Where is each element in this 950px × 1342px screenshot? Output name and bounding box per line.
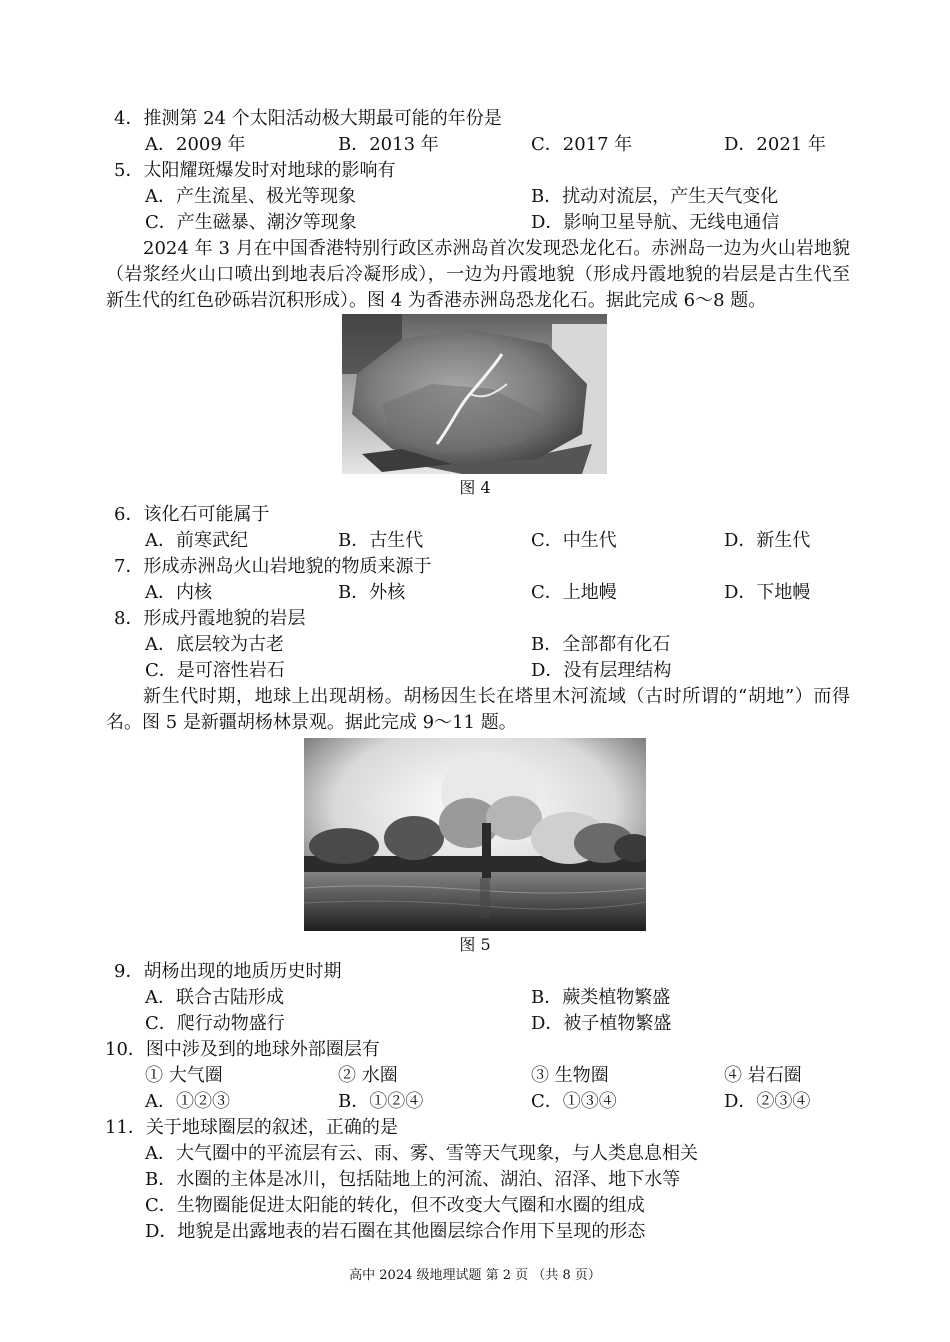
q10-item-3: ③ 生物圈 — [531, 1065, 609, 1086]
q11-option-a: A．大气圈中的平流层有云、雨、雾、雪等天气现象，与人类息息相关 — [145, 1143, 698, 1164]
q9-option-c: C．爬行动物盛行 — [145, 1013, 285, 1034]
fig4-dinosaur-fossil-photo — [342, 314, 607, 474]
q11-option-d: D．地貌是出露地表的岩石圈在其他圈层综合作用下呈现的形态 — [145, 1221, 646, 1242]
q6-option-d: D．新生代 — [724, 530, 811, 551]
q6-option-a: A．前寒武纪 — [145, 530, 248, 551]
q4-option-d: D．2021 年 — [724, 134, 826, 155]
q10-option-b: B．①②④ — [338, 1091, 424, 1112]
q6-option-c: C．中生代 — [531, 530, 617, 551]
q10-option-a: A．①②③ — [145, 1091, 230, 1112]
q10-option-d: D．②③④ — [724, 1091, 811, 1112]
q11-option-b: B．水圈的主体是冰川，包括陆地上的河流、湖泊、沼泽、地下水等 — [145, 1169, 681, 1190]
q4-option-b: B．2013 年 — [338, 134, 439, 155]
q4-stem: 4．推测第 24 个太阳活动极大期最可能的年份是 — [114, 108, 502, 129]
q8-option-d: D．没有层理结构 — [531, 660, 672, 681]
q10-item-2: ② 水圈 — [338, 1065, 398, 1086]
q8-option-c: C．是可溶性岩石 — [145, 660, 285, 681]
q7-option-c: C．上地幔 — [531, 582, 617, 603]
passage-chizhou-island: 2024 年 3 月在中国香港特别行政区赤洲岛首次发现恐龙化石。赤洲岛一边为火山岩地貌（岩浆经火山口喷出到地表后冷凝形成），一边为丹霞地貌（形成丹霞地貌的岩层是古生代至新生代的红色砂砾岩沉积形成）。图 4 为香港赤洲岛恐龙化石。据此完成 6～8 题。 — [106, 238, 850, 311]
passage-populus-euphratica: 新生代时期，地球上出现胡杨。胡杨因生长在塔里木河流域（古时所谓的“胡地”）而得名。图 5 是新疆胡杨林景观。据此完成 9～11 题。 — [106, 686, 850, 733]
q10-item-1: ① 大气圈 — [145, 1065, 223, 1086]
q8-option-a: A．底层较为古老 — [145, 634, 284, 655]
q7-option-a: A．内核 — [145, 582, 212, 603]
fig5-populus-forest-photo — [304, 738, 646, 931]
page-footer: 高中 2024 级地理试题 第 2 页 （共 8 页） — [349, 1268, 601, 1283]
q5-stem: 5．太阳耀斑爆发时对地球的影响有 — [114, 160, 396, 181]
q11-stem: 11．关于地球圈层的叙述，正确的是 — [105, 1117, 398, 1138]
q9-option-d: D．被子植物繁盛 — [531, 1013, 672, 1034]
q8-option-b: B．全部都有化石 — [531, 634, 671, 655]
q9-stem: 9．胡杨出现的地质历史时期 — [114, 961, 342, 982]
q6-option-b: B．古生代 — [338, 530, 424, 551]
fig5-caption: 图 5 — [459, 935, 491, 954]
q9-option-b: B．蕨类植物繁盛 — [531, 987, 671, 1008]
q10-item-4: ④ 岩石圈 — [724, 1065, 802, 1086]
q10-option-c: C．①③④ — [531, 1091, 617, 1112]
q7-option-d: D．下地幔 — [724, 582, 811, 603]
q7-stem: 7．形成赤洲岛火山岩地貌的物质来源于 — [114, 556, 432, 577]
q8-stem: 8．形成丹霞地貌的岩层 — [114, 608, 306, 629]
q5-option-c: C．产生磁暴、潮汐等现象 — [145, 212, 357, 233]
q5-option-a: A．产生流星、极光等现象 — [145, 186, 356, 207]
q4-option-a: A．2009 年 — [145, 134, 246, 155]
fig4-caption: 图 4 — [459, 478, 491, 497]
q11-option-c: C．生物圈能促进太阳能的转化，但不改变大气圈和水圈的组成 — [145, 1195, 645, 1216]
q6-stem: 6．该化石可能属于 — [114, 504, 270, 525]
q5-option-b: B．扰动对流层，产生天气变化 — [531, 186, 779, 207]
q10-stem: 10．图中涉及到的地球外部圈层有 — [105, 1039, 380, 1060]
q7-option-b: B．外核 — [338, 582, 406, 603]
q5-option-d: D．影响卫星导航、无线电通信 — [531, 212, 780, 233]
q4-option-c: C．2017 年 — [531, 134, 633, 155]
q9-option-a: A．联合古陆形成 — [145, 987, 284, 1008]
